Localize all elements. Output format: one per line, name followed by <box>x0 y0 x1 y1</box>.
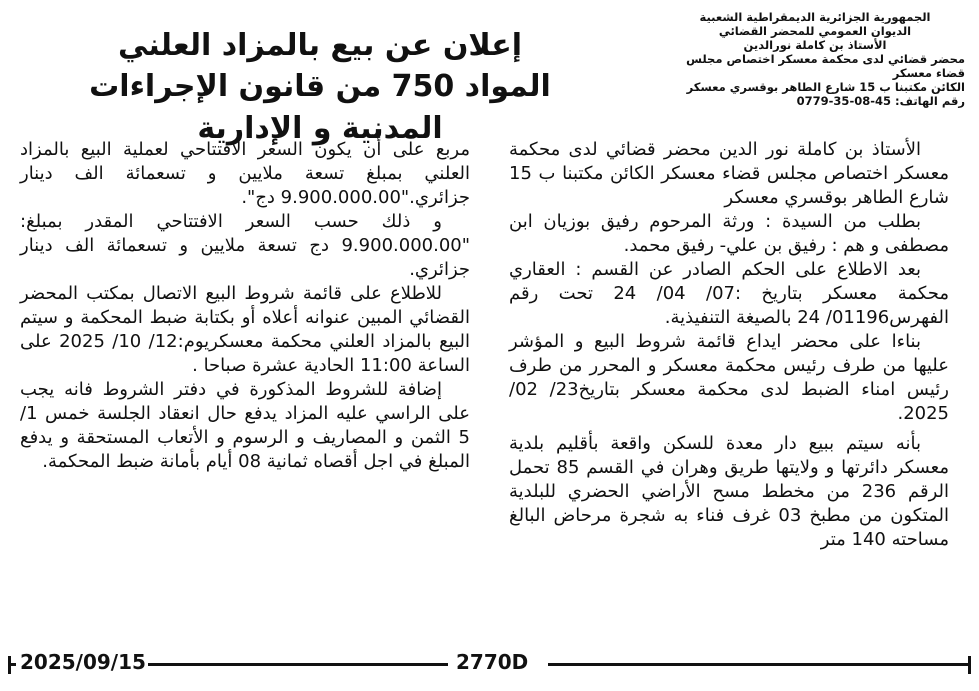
paragraph-conditions-deposit: بناءا على محضر ايداع قائمة شروط البيع و المؤشر عليها من طرف رئيس محكمة معسكر و المحرر من طرف رئيس امناء الضبط لدى محكمة معسكر بتاريخ23/ 02/ 2025. <box>509 331 949 424</box>
header-line-court: محضر قضائي لدى محكمة معسكر اختصاص مجلس قضاء معسكر <box>686 52 965 80</box>
notice-title <box>40 26 600 150</box>
right-text-column <box>509 138 949 552</box>
footer-rule-left-edge <box>8 663 16 666</box>
paragraph-judgment: بعد الاطلاع على الحكم الصادر عن القسم : العقاري محكمة معسكر بتاريخ :07/ 04/ 24 تحت رقم الفهرس01196/ 24 بالصيغة التنفيذية. <box>509 259 949 328</box>
paragraph-sale-date: للاطلاع على قائمة شروط البيع الاتصال بمكتب المحضر القضائي المبين عنوانه أعلاه أو بكتابة ضبط المحكمة و سيتم البيع بالمزاد العلني محكمة معسكريوم:12/ 10/ 2025 على الساعة 11:00 الحادية عشرة صباحا . <box>20 283 470 376</box>
notice-title-line2: المواد 750 من قانون الإجراءات المدنية و الإدارية <box>89 69 551 146</box>
footer-rule-middle <box>148 663 448 666</box>
header-line-address: الكائن مكتبنا ب 15 شارع الطاهر بوقسري معسكر <box>686 80 965 94</box>
header-line-republic: الجمهورية الجزائرية الديمقراطية الشعبية <box>699 10 931 24</box>
paragraph-bailiff-intro: الأستاذ بن كاملة نور الدين محضر قضائي لدى محكمة معسكر اختصاص مجلس قضاء معسكر الكائن مكتبنا ب 15 شارع الطاهر بوقسري معسكر <box>509 139 949 208</box>
header-line-office: الديوان العمومي للمحضر القضائي <box>718 24 912 38</box>
footer-date: 2025/09/15 <box>20 650 146 674</box>
left-text-column <box>20 138 470 474</box>
header-line-bailiff-name: الأستاذ بن كاملة نورالدين <box>743 38 887 52</box>
header-line-phone: رقم الهاتف: 45-08-35-0779 <box>796 94 965 108</box>
notice-title-line1: إعلان عن بيع بالمزاد العلني <box>117 28 522 63</box>
paragraph-estimated-price: و ذلك حسب السعر الافتتاحي المقدر بمبلغ: "9.900.000.00 دج تسعة ملايين و تسعمائة الف دينار جزائري. <box>20 211 470 280</box>
paragraph-opening-price: مربع على أن يكون السعر الافتتاحي لعملية البيع بالمزاد العلني بمبلغ تسعة ملايين و تسعمائة الف دينار جزائري."9.900.000.00 دج". <box>20 139 470 208</box>
bailiff-office-header <box>665 10 965 108</box>
footer-rule-right <box>548 663 971 666</box>
page-footer <box>8 650 971 680</box>
footer-right-cap <box>968 656 971 674</box>
paragraph-requester: بطلب من السيدة : ورثة المرحوم رفيق بوزيان ابن مصطفى و هم : رفيق بن علي- رفيق محمد. <box>509 211 949 256</box>
paragraph-property-description: بأنه سيتم ببيع دار معدة للسكن واقعة بأقليم بلدية معسكر دائرتها و ولايتها طريق وهران في القسم 85 تحمل الرقم 236 من مخطط مسح الأراضي الحضري للبلدية المتكون من مطبخ 03 غرف فناء به شجرة مرحاض البالغ مساحته 140 متر <box>509 433 949 550</box>
footer-code: 2770D <box>456 650 529 674</box>
paragraph-payment-terms: إضافة للشروط المذكورة في دفتر الشروط فانه يجب على الراسي عليه المزاد يدفع حال انعقاد الجلسة خمس 1/ 5 الثمن و المصاريف و الرسوم و الأتعاب المستحقة و يدفع المبلغ في اجل أقصاه ثمانية 08 أيام بأمانة ضبط المحكمة. <box>20 379 470 472</box>
